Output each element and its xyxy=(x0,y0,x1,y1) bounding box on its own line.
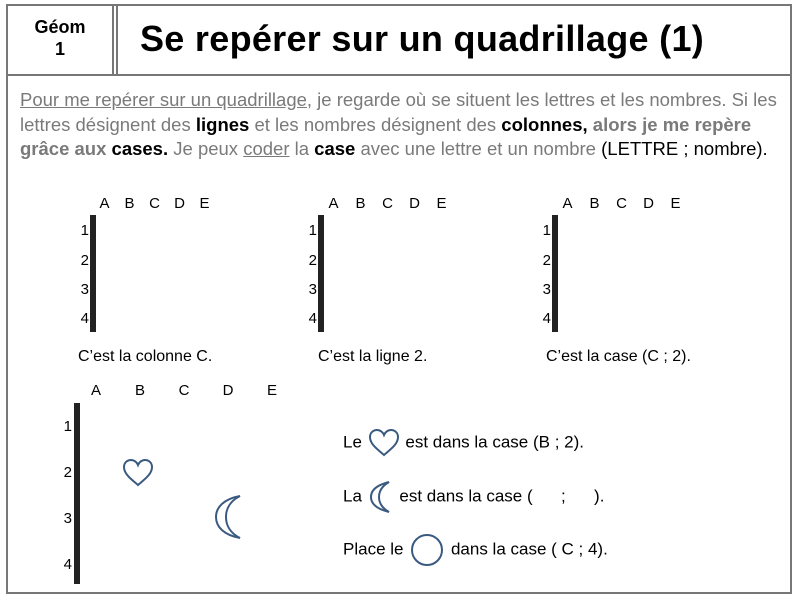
heart-icon xyxy=(367,428,401,458)
crescent-moon-icon xyxy=(210,494,250,540)
row-label: 4 xyxy=(542,310,551,327)
column-label: D xyxy=(643,195,654,212)
column-label: B xyxy=(355,195,366,212)
circle-icon xyxy=(408,533,446,567)
column-label: C xyxy=(382,195,393,212)
heart-icon xyxy=(121,458,155,488)
caption-example-3: C’est la case (C ; 2). xyxy=(546,348,691,365)
row-label: 3 xyxy=(308,281,317,298)
column-label: B xyxy=(124,195,135,212)
page-title: Se repérer sur un quadrillage (1) xyxy=(140,18,705,59)
question-heart xyxy=(343,428,584,458)
header-separator xyxy=(112,4,118,76)
row-label: 3 xyxy=(80,281,89,298)
row-label: 2 xyxy=(80,252,89,269)
grid-table xyxy=(318,215,324,332)
row-label: 1 xyxy=(63,418,72,435)
intro-keyword: cases. xyxy=(111,138,169,159)
column-label: A xyxy=(562,195,573,212)
intro-text: et les nombres désignent des xyxy=(249,113,502,135)
column-label: C xyxy=(178,382,190,399)
intro-text: alors je me repère grâce aux xyxy=(20,113,752,159)
intro-text: , je regarde où se situent les lettres et les nombres. Si les lettres désignent des xyxy=(20,89,777,135)
question-prefix: Le xyxy=(343,432,362,452)
level-number: 1 xyxy=(54,39,65,59)
intro-keyword: case xyxy=(314,138,356,159)
intro-text: (LETTRE ; nombre). xyxy=(601,138,768,159)
column-label: A xyxy=(90,382,101,399)
question-prefix: La xyxy=(343,486,362,506)
intro-paragraph xyxy=(20,88,790,162)
grid-table xyxy=(90,215,96,332)
intro-text: coder xyxy=(243,138,290,159)
row-label: 4 xyxy=(308,310,317,327)
level-badge xyxy=(12,16,108,60)
grid-table xyxy=(74,403,80,584)
answer-blank[interactable]: est dans la case ( ; ). xyxy=(399,486,605,506)
column-labels xyxy=(74,382,294,399)
question-suffix: dans la case ( C ; 4). xyxy=(450,539,608,559)
column-label: E xyxy=(670,195,681,212)
question-circle xyxy=(343,533,608,567)
column-label: B xyxy=(134,382,145,399)
intro-text: Je peux xyxy=(168,138,244,159)
intro-text: Pour me repérer sur un quadrillage xyxy=(20,89,307,110)
row-label: 1 xyxy=(308,222,317,239)
intro-keyword: colonnes, xyxy=(501,113,588,135)
column-label: E xyxy=(436,195,447,212)
intro-text: avec une lettre et un nombre xyxy=(355,138,602,159)
row-label: 1 xyxy=(80,222,89,239)
caption-example-1: C’est la colonne C. xyxy=(78,348,213,365)
row-label: 3 xyxy=(542,281,551,298)
grid-table xyxy=(552,215,558,332)
column-label: E xyxy=(199,195,210,212)
row-label: 2 xyxy=(308,252,317,269)
column-label: B xyxy=(589,195,600,212)
column-label: C xyxy=(149,195,160,212)
column-labels xyxy=(320,195,455,212)
intro-keyword: lignes xyxy=(195,113,250,135)
intro-text: la xyxy=(289,138,315,159)
question-suffix: est dans la case (B ; 2). xyxy=(405,432,584,452)
crescent-moon-icon xyxy=(367,480,395,514)
column-label: E xyxy=(266,382,277,399)
level-subject: Géom xyxy=(34,17,86,37)
caption-example-2: C’est la ligne 2. xyxy=(318,348,428,365)
column-label: A xyxy=(99,195,110,212)
column-labels xyxy=(92,195,217,212)
column-label: A xyxy=(328,195,339,212)
column-label: D xyxy=(409,195,420,212)
row-label: 4 xyxy=(80,310,89,327)
row-label: 1 xyxy=(542,222,551,239)
column-label: C xyxy=(616,195,627,212)
row-label: 4 xyxy=(63,556,72,573)
question-moon xyxy=(343,480,604,514)
question-prefix: Place le xyxy=(343,539,404,559)
row-label: 3 xyxy=(63,510,72,527)
column-label: D xyxy=(174,195,185,212)
column-labels xyxy=(554,195,689,212)
row-label: 2 xyxy=(542,252,551,269)
column-label: D xyxy=(222,382,234,399)
row-label: 2 xyxy=(63,464,72,481)
